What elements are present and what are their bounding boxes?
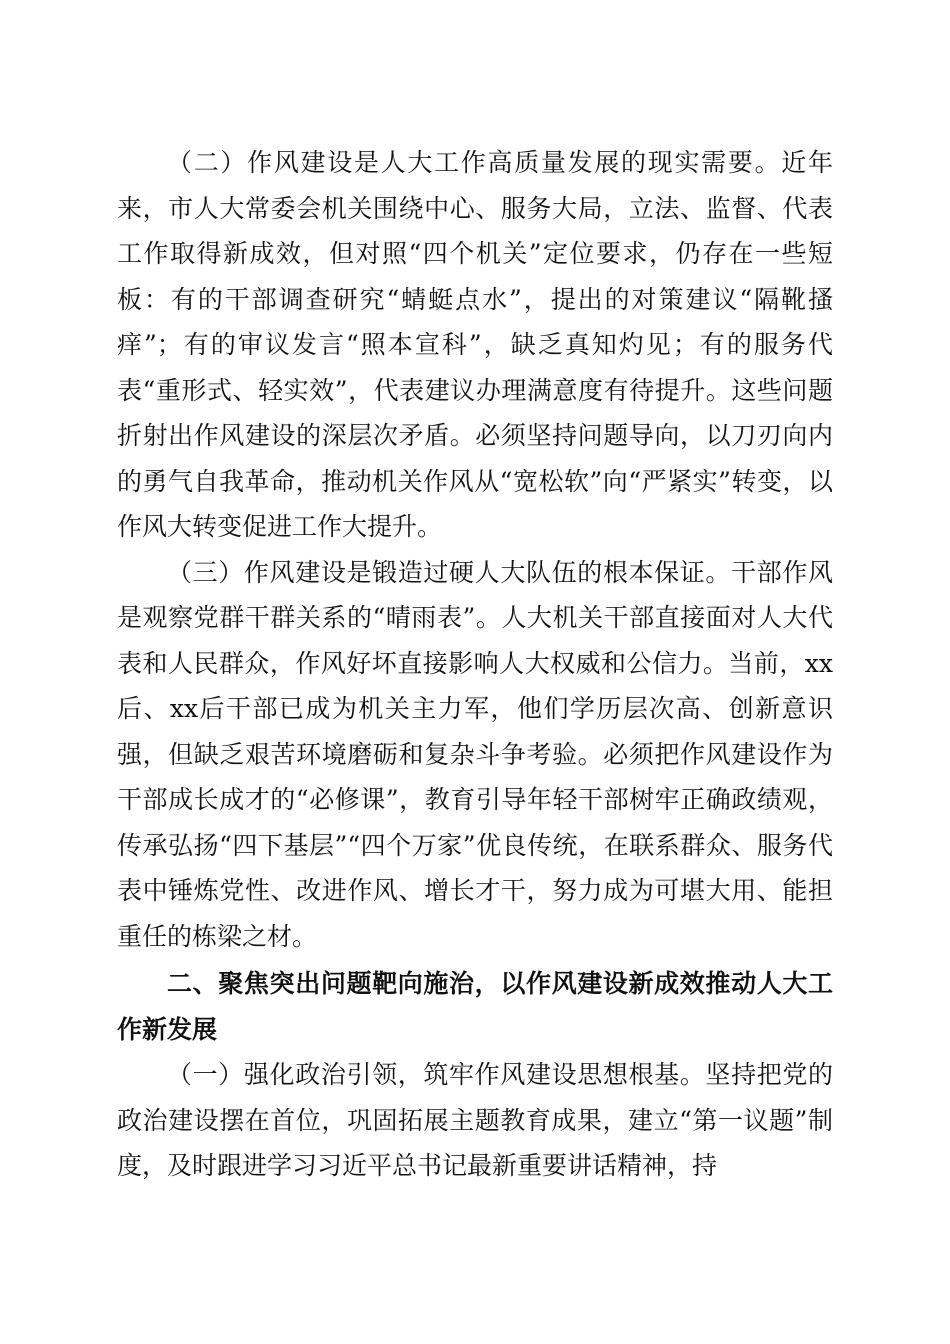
paragraph-work-style-need: （二）作风建设是人大工作高质量发展的现实需要。近年来，市人大常委会机关围绕中心、服务大局，立法、监督、代表工作取得新成效，但对照“四个机关”定位要求，仍存在一些短板：有的干部调查研究“蜻蜓点水”，提出的对策建议“隔靴搔痒”；有的审议发言“照本宣科”，缺乏真知灼见；有的服务代表“重形式、轻实效”，代表建议办理满意度有待提升。这些问题折射出作风建设的深层次矛盾。必须坚持问题导向，以刀刃向内的勇气自我革命，推动机关作风从“宽松软”向“严紧实”转变，以作风大转变促进工作大提升。 bbox=[117, 148, 833, 541]
paragraph-political-guidance: （一）强化政治引领，筑牢作风建设思想根基。坚持把党的政治建设摆在首位，巩固拓展主题教育成果，建立“第一议题”制度，及时跟进学习习近平总书记最新重要讲话精神，持 bbox=[117, 1060, 833, 1180]
document-page bbox=[117, 140, 833, 1189]
section-heading: 二、聚焦突出问题靶向施治，以作风建设新成效推动人大工作新发展 bbox=[117, 969, 833, 1044]
paragraph-team-guarantee: （三）作风建设是锻造过硬人大队伍的根本保证。干部作风是观察党群干群关系的“晴雨表”。人大机关干部直接面对人大代表和人民群众，作风好坏直接影响人大权威和公信力。当前，xx后、xx后干部已成为机关主力军，他们学历层次高、创新意识强，但缺乏艰苦环境磨砺和复杂斗争考验。必须把作风建设作为干部成长成才的“必修课”，教育引导年轻干部树牢正确政绩观，传承弘扬“四下基层”“四个万家”优良传统，在联系群众、服务代表中锤炼党性、改进作风、增长才干，努力成为可堪大用、能担重任的栋梁之材。 bbox=[117, 557, 833, 951]
